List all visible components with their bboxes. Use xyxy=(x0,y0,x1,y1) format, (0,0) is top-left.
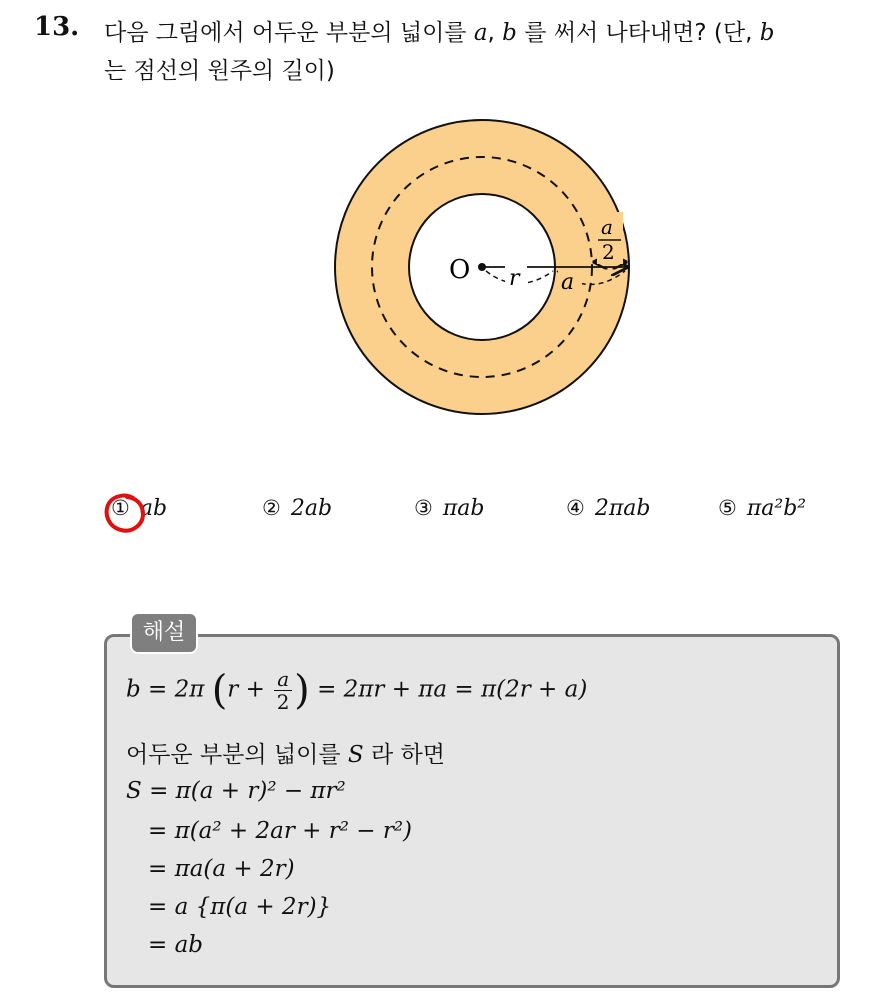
choice-1-mark: ① xyxy=(111,496,130,520)
choice-5-mark: ⑤ xyxy=(718,496,737,520)
solution-line-6: = a {π(a + 2r)} xyxy=(148,894,332,920)
center-label: O xyxy=(449,255,471,285)
solution-tab-label: 해설 xyxy=(130,612,198,654)
question-var-a: a xyxy=(473,20,488,46)
solution-line-1-r: r xyxy=(227,676,239,703)
question-text-part2: , xyxy=(487,20,503,46)
question-var-b: b xyxy=(502,20,517,46)
solution-line-5: = πa(a + 2r) xyxy=(148,856,295,882)
choice-2-mark: ② xyxy=(262,496,281,520)
question-var-b2: b xyxy=(759,20,775,46)
choice-2[interactable] xyxy=(262,496,332,521)
solution-line-4: = π(a² + 2ar + r² − r²) xyxy=(148,818,413,844)
solution-fraction xyxy=(274,668,292,713)
ring-figure xyxy=(0,0,884,480)
choice-4-answer: 2πab xyxy=(594,496,651,521)
solution-line-1-right: = 2πr + πa = π(2r + a) xyxy=(317,676,588,703)
solution-line-3: S = π(a + r)² − πr² xyxy=(126,778,346,804)
choice-5-answer: πa²b² xyxy=(746,496,807,521)
solution-line-1: b = 2π (r + $\frac{a}{2}$ ) = 2πr + πa = π(2r + a) xyxy=(126,667,588,714)
question-text-part1: 다음 그림에서 어두운 부분의 넓이를 xyxy=(104,20,474,46)
choice-2-answer: 2ab xyxy=(290,496,333,521)
choice-4[interactable] xyxy=(566,496,650,521)
solution-line-7: = ab xyxy=(148,932,204,958)
r-label: r xyxy=(509,266,520,291)
choice-3-answer: πab xyxy=(442,496,485,521)
solution-fraction-num: a xyxy=(274,668,292,691)
selected-answer-circle xyxy=(103,492,147,534)
solution-line-2-pre: 어두운 부분의 넓이를 xyxy=(126,742,348,768)
a-label: a xyxy=(561,270,575,295)
choice-4-mark: ④ xyxy=(566,496,585,520)
half-a-numerator: a xyxy=(601,215,613,239)
half-a-denominator: 2 xyxy=(602,240,615,264)
solution-fraction-den: 2 xyxy=(276,690,290,714)
solution-line-1-left: b = 2π xyxy=(126,676,205,703)
solution-line-2 xyxy=(126,736,445,769)
choice-3-mark: ③ xyxy=(414,496,433,520)
choice-5[interactable] xyxy=(718,496,806,521)
question-number: 13. xyxy=(34,12,80,42)
choice-1-answer: ab xyxy=(139,496,168,521)
question-text-part4: 는 점선의 원주의 길이) xyxy=(104,58,335,84)
left-paren: ( xyxy=(211,667,228,714)
solution-line-2-var: S xyxy=(347,742,364,768)
choice-3[interactable] xyxy=(414,496,485,521)
solution-line-2-post: 라 하면 xyxy=(363,742,445,768)
right-paren: ) xyxy=(294,667,310,714)
question-text-part3: 를 써서 나타내면? (단, xyxy=(516,20,760,46)
